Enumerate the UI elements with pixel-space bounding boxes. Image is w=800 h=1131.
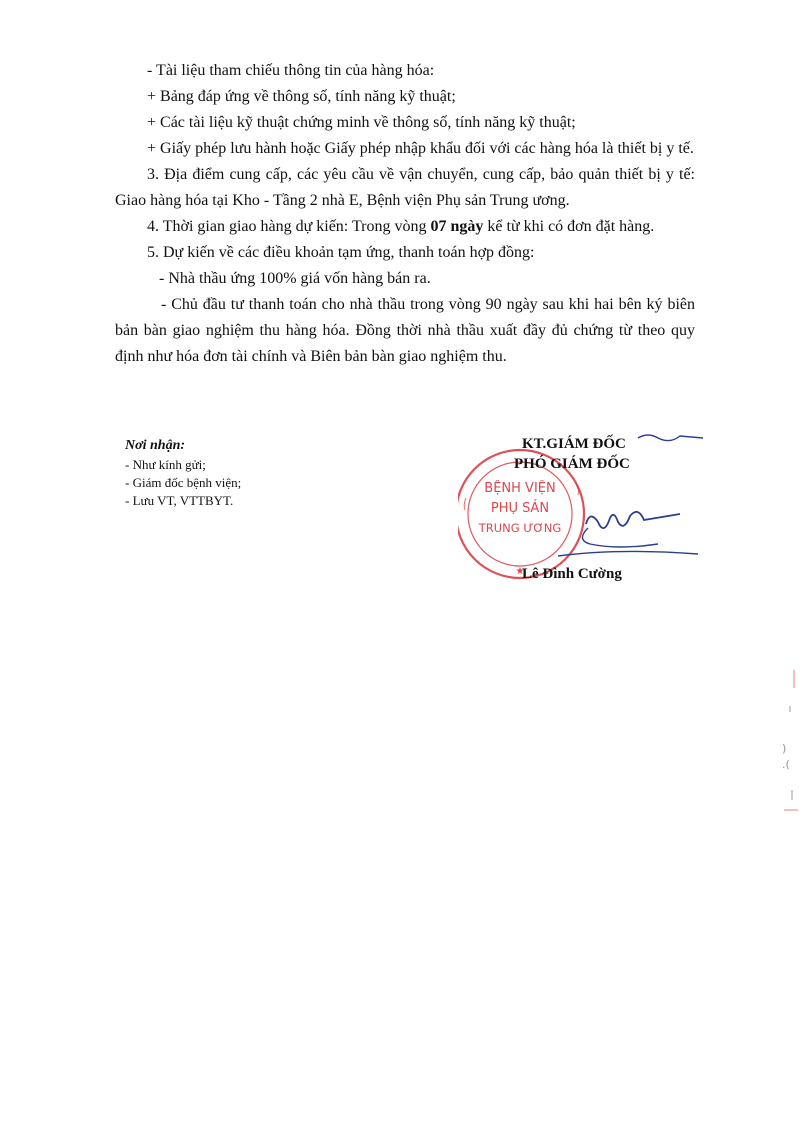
stamp-line1: BỆNH VIỆN: [484, 481, 556, 496]
paragraph-delivery-time: [115, 214, 695, 240]
paragraph-spec-response: + Bảng đáp ứng về thông số, tính năng kỹ thuật;: [147, 88, 456, 105]
document-body: [115, 58, 695, 370]
recipient-item: - Lưu VT, VTTBYT.: [125, 493, 234, 508]
signature-block: [458, 432, 708, 602]
page-edge-marks: [770, 660, 800, 820]
signature-scribble-icon: [586, 512, 680, 528]
signatory-name: Lê Đình Cường: [522, 566, 622, 582]
svg-text:.(: .(: [782, 758, 790, 771]
svg-text:): ): [782, 742, 787, 755]
paragraph-license: + Giấy phép lưu hành hoặc Giấy phép nhập khẩu đối với các hàng hóa là thiết bị y tế.: [147, 140, 694, 157]
signature-title-line2: PHÓ GIÁM ĐỐC: [514, 456, 630, 472]
recipients-block: [115, 437, 395, 510]
recipient-item: - Như kính gửi;: [125, 457, 206, 472]
initial-mark-icon: [638, 435, 703, 441]
delivery-time-suffix: kể từ khi có đơn đặt hàng.: [483, 218, 655, 235]
paragraph-advance: - Nhà thầu ứng 100% giá vốn hàng bán ra.: [159, 270, 431, 287]
paragraph-reference-docs: - Tài liệu tham chiếu thông tin của hàng hóa:: [147, 62, 435, 79]
paragraph-delivery-location: 3. Địa điểm cung cấp, các yêu cầu về vận chuyển, cung cấp, bảo quản thiết bị y tế: Giao hàng hóa tại Kho - Tầng 2 nhà E, Bệnh viện Phụ sản Trung ương.: [115, 166, 695, 209]
recipient-item: - Giám đốc bệnh viện;: [125, 475, 242, 490]
delivery-time-prefix: 4. Thời gian giao hàng dự kiến: Trong vòng: [147, 218, 431, 235]
stamp-line3: TRUNG ƯƠNG: [478, 521, 562, 535]
signature-title-line1: KT.GIÁM ĐỐC: [522, 436, 626, 452]
delivery-time-days: 07 ngày: [430, 218, 484, 235]
paragraph-payment-terms: 5. Dự kiến về các điều khoản tạm ứng, thanh toán hợp đồng:: [147, 244, 535, 261]
paragraph-technical-docs: + Các tài liệu kỹ thuật chứng minh về thông số, tính năng kỹ thuật;: [147, 114, 576, 131]
stamp-line2: PHỤ SẢN: [490, 501, 550, 516]
stamp-star-icon: ★: [515, 566, 525, 577]
paragraph-payment-schedule: - Chủ đầu tư thanh toán cho nhà thầu trong vòng 90 ngày sau khi hai bên ký biên bản bàn giao nghiệm thu hàng hóa. Đồng thời nhà thầu xuất đầy đủ chứng từ theo quy định như hóa đơn tài chính và Biên bản bàn giao nghiệm thu.: [115, 296, 695, 365]
recipients-heading: Nơi nhận:: [125, 438, 186, 453]
